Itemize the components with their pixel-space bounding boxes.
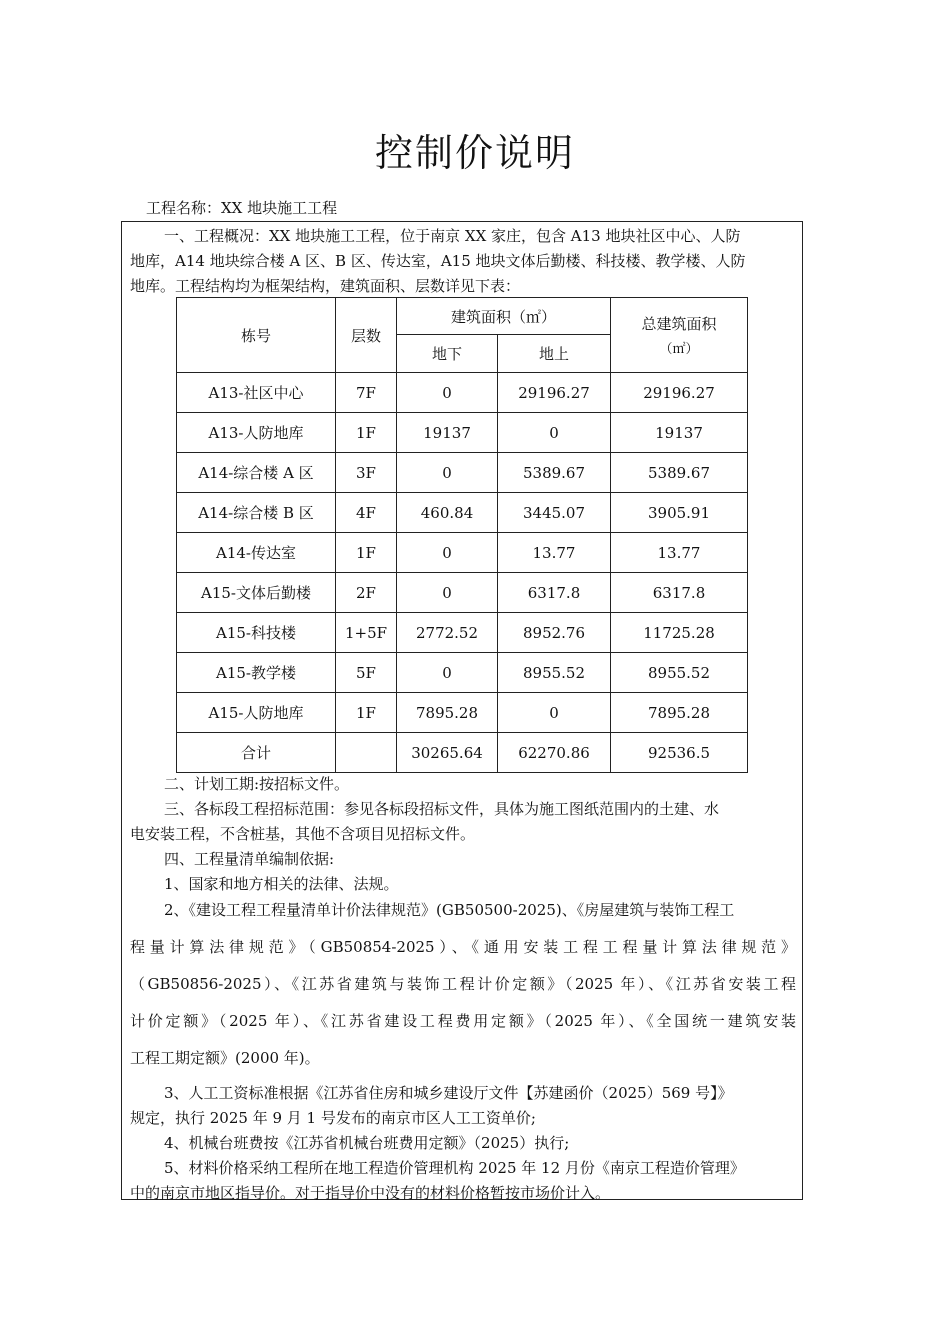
cell-floors: 2F (336, 573, 397, 613)
cell-name: A15-人防地库 (177, 693, 336, 733)
cell-underground: 0 (397, 653, 498, 693)
basis-item-5-line-2: 中的南京市地区指导价。对于指导价中没有的材料价格暂按市场价计入。 (130, 1184, 611, 1202)
header-total-label: 总建筑面积 (641, 315, 717, 333)
table-row (177, 653, 748, 693)
basis-item-2-line-4: 计价定额》（2025 年）、《江苏省建设工程费用定额》（2025 年）、《全国统一建筑安装 (130, 1012, 796, 1030)
scope-line-1: 三、各标段工程招标范围：参见各标段招标文件，具体为施工图纸范围内的土建、水 (164, 800, 720, 818)
basis-item-2-line-5: 工程工期定额》(2000 年)。 (130, 1049, 320, 1067)
cell-name: A15-教学楼 (177, 653, 336, 693)
header-above: 地上 (498, 335, 611, 373)
cell-above: 29196.27 (498, 373, 611, 413)
overview-line-2: 地库，A14 地块综合楼 A 区、B 区、传达室，A15 地块文体后勤楼、科技楼、教学楼、人防 (130, 252, 746, 270)
table-row-total (177, 733, 748, 773)
project-name: 工程名称：XX 地块施工工程 (146, 199, 338, 217)
cell-underground: 0 (397, 533, 498, 573)
cell-total: 13.77 (611, 533, 748, 573)
basis-item-5-line-1: 5、材料价格采纳工程所在地工程造价管理机构 2025 年 12 月份《南京工程造价管理》 (164, 1159, 745, 1177)
basis-item-1: 1、国家和地方相关的法律、法规。 (164, 875, 399, 893)
cell-floors: 1F (336, 413, 397, 453)
header-underground: 地下 (397, 335, 498, 373)
description-frame (121, 221, 803, 1200)
scope-line-2: 电安装工程，不含桩基，其他不含项目见招标文件。 (130, 825, 476, 843)
header-area: 建筑面积（㎡） (397, 298, 611, 335)
cell-above: 3445.07 (498, 493, 611, 533)
cell-above: 6317.8 (498, 573, 611, 613)
cell-floors: 1F (336, 693, 397, 733)
basis-item-2-line-2: 程量计算法律规范》（GB50854-2025）、《通用安装工程工程量计算法律规范》 (130, 938, 796, 956)
basis-item-2-line-3: （GB50856-2025）、《江苏省建筑与装饰工程计价定额》（2025 年）、《江苏省安装工程 (130, 975, 796, 993)
table-row (177, 693, 748, 733)
cell-total: 92536.5 (611, 733, 748, 773)
document-title: 控制价说明 (374, 131, 575, 175)
schedule-text: 二、计划工期:按招标文件。 (164, 775, 350, 793)
cell-name: A15-文体后勤楼 (177, 573, 336, 613)
cell-floors: 3F (336, 453, 397, 493)
table-row (177, 613, 748, 653)
cell-underground: 7895.28 (397, 693, 498, 733)
basis-item-4: 4、机械台班费按《江苏省机械台班费用定额》（2025）执行; (164, 1134, 570, 1152)
cell-above: 13.77 (498, 533, 611, 573)
cell-name: A13-人防地库 (177, 413, 336, 453)
basis-title: 四、工程量清单编制依据: (164, 850, 335, 868)
basis-item-3-line-1: 3、人工工资标准根据《江苏省住房和城乡建设厅文件【苏建函价（2025）569 号】》 (164, 1084, 733, 1102)
cell-floors: 7F (336, 373, 397, 413)
header-total (611, 298, 748, 373)
cell-floors: 5F (336, 653, 397, 693)
overview-line-3: 地库。工程结构均为框架结构，建筑面积、层数详见下表： (130, 277, 521, 295)
cell-above: 8952.76 (498, 613, 611, 653)
cell-total: 3905.91 (611, 493, 748, 533)
cell-above: 62270.86 (498, 733, 611, 773)
basis-item-2-line-1: 2、《建设工程工程量清单计价法律规范》(GB50500-2025)、《房屋建筑与装饰工程工 (164, 901, 735, 919)
cell-floors: 1F (336, 533, 397, 573)
table-row (177, 533, 748, 573)
cell-total: 11725.28 (611, 613, 748, 653)
table-row (177, 573, 748, 613)
cell-total: 29196.27 (611, 373, 748, 413)
cell-underground: 19137 (397, 413, 498, 453)
cell-underground: 2772.52 (397, 613, 498, 653)
cell-above: 0 (498, 693, 611, 733)
basis-item-3-line-2: 规定，执行 2025 年 9 月 1 号发布的南京市区人工工资单价; (130, 1109, 536, 1127)
cell-name: A15-科技楼 (177, 613, 336, 653)
cell-underground: 30265.64 (397, 733, 498, 773)
table-row (177, 413, 748, 453)
cell-total: 7895.28 (611, 693, 748, 733)
cell-floors (336, 733, 397, 773)
table-row (177, 453, 748, 493)
overview-line-1: 一、工程概况：XX 地块施工工程，位于南京 XX 家庄，包含 A13 地块社区中心、人防 (164, 227, 741, 245)
cell-floors: 1+5F (336, 613, 397, 653)
header-total-unit: （㎡） (659, 342, 699, 357)
cell-above: 0 (498, 413, 611, 453)
cell-name: A14-综合楼 A 区 (177, 453, 336, 493)
cell-above: 5389.67 (498, 453, 611, 493)
cell-underground: 460.84 (397, 493, 498, 533)
header-building: 栋号 (177, 298, 336, 373)
cell-total: 5389.67 (611, 453, 748, 493)
building-area-table (176, 297, 748, 773)
cell-underground: 0 (397, 453, 498, 493)
cell-total: 19137 (611, 413, 748, 453)
cell-name: 合计 (177, 733, 336, 773)
cell-above: 8955.52 (498, 653, 611, 693)
cell-underground: 0 (397, 373, 498, 413)
table-row (177, 493, 748, 533)
cell-name: A14-传达室 (177, 533, 336, 573)
header-floors: 层数 (336, 298, 397, 373)
cell-floors: 4F (336, 493, 397, 533)
cell-total: 6317.8 (611, 573, 748, 613)
cell-underground: 0 (397, 573, 498, 613)
cell-name: A13-社区中心 (177, 373, 336, 413)
table-row (177, 373, 748, 413)
cell-name: A14-综合楼 B 区 (177, 493, 336, 533)
cell-total: 8955.52 (611, 653, 748, 693)
